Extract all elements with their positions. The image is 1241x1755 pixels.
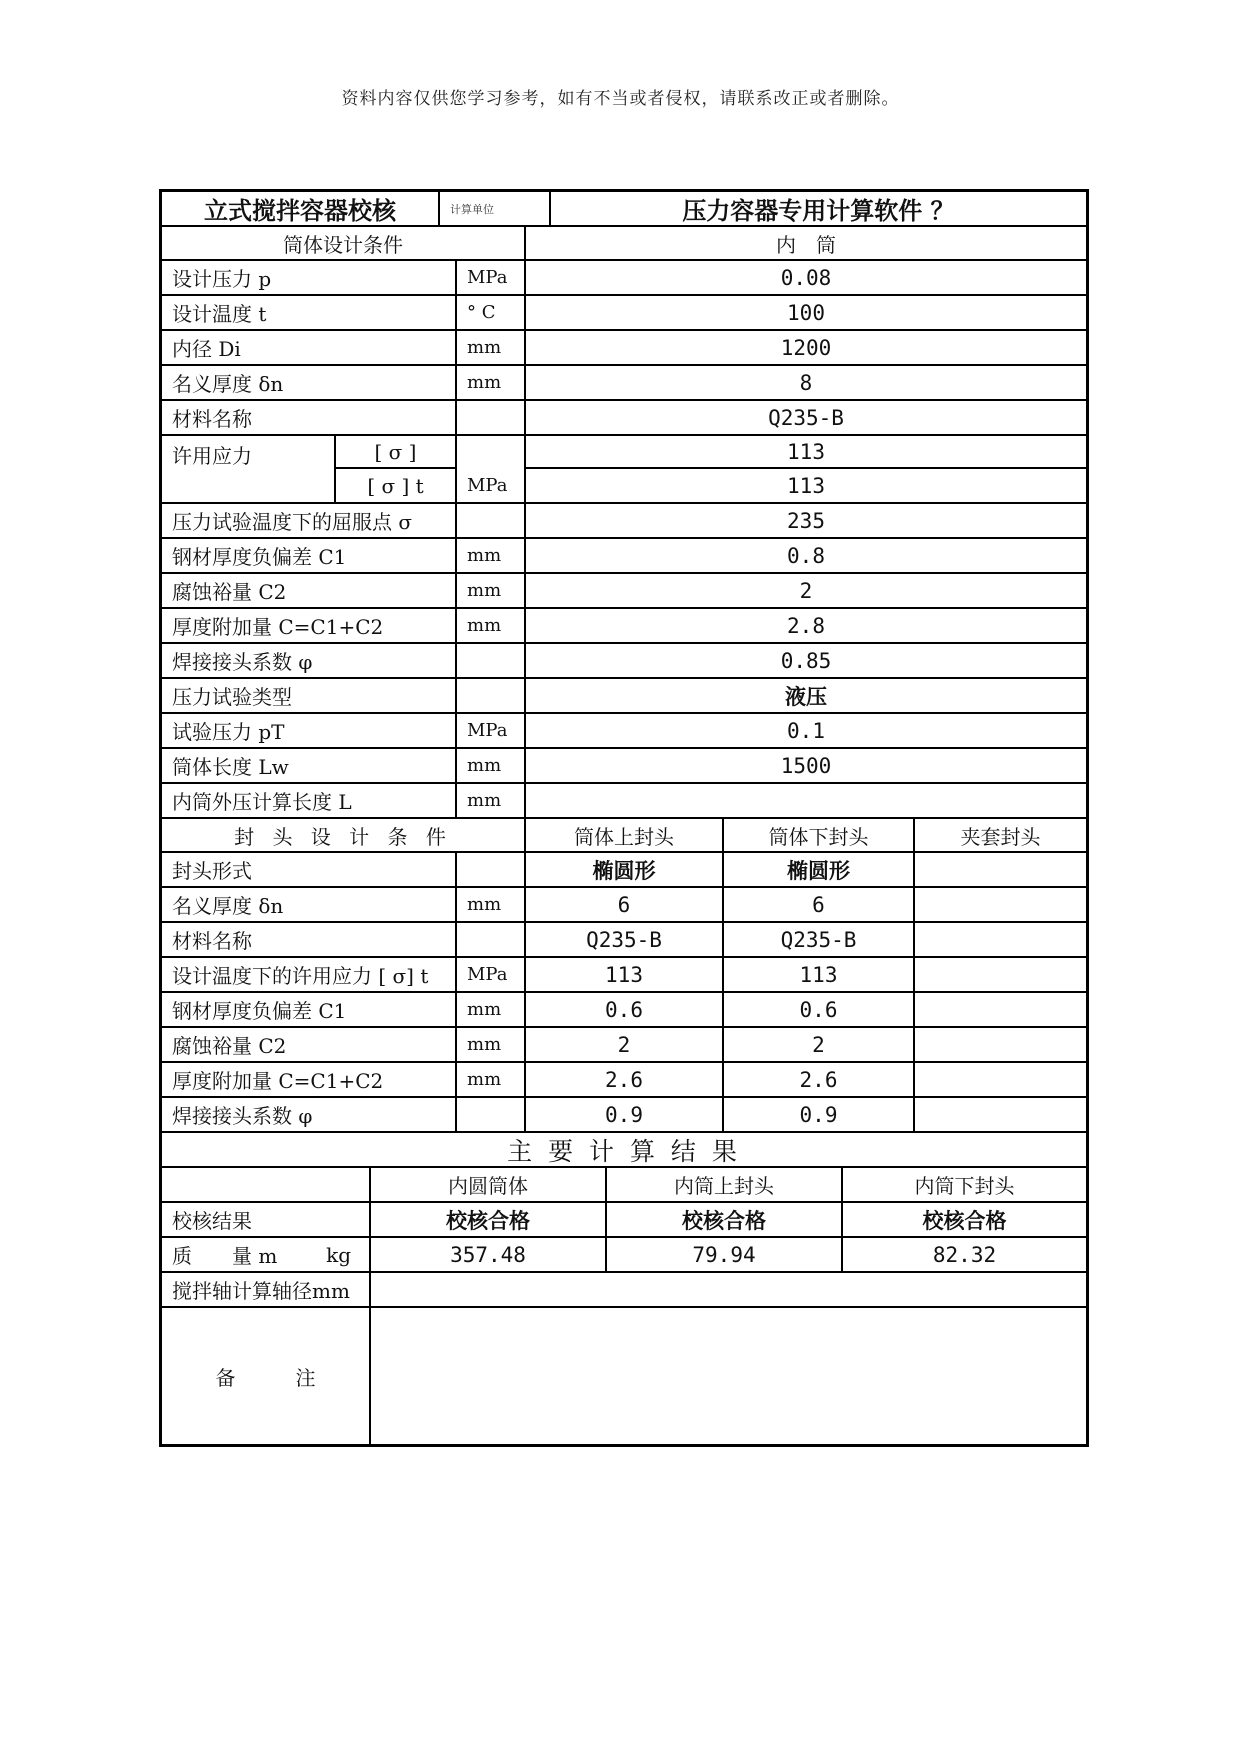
param-value: 235 (787, 508, 825, 533)
value-jacket (915, 993, 1086, 1026)
param-value: 液压 (785, 684, 827, 709)
value-jacket (915, 1028, 1086, 1061)
param-unit: mm (457, 888, 526, 921)
param-label: 焊接接头系数 φ (162, 1098, 457, 1131)
param-unit: mm (457, 993, 526, 1026)
param-value: 2 (799, 578, 813, 603)
param-unit: mm (457, 574, 526, 607)
param-unit (457, 401, 526, 434)
value-lower: 2 (724, 1028, 915, 1061)
param-unit (457, 1098, 526, 1131)
param-label: 腐蚀裕量 C2 (162, 1028, 457, 1061)
check-result-cylinder: 校核合格 (371, 1203, 607, 1236)
shaft-value (371, 1273, 1086, 1306)
param-value: 100 (787, 300, 825, 325)
value-lower: 0.9 (724, 1098, 915, 1131)
check-result-upper-head: 校核合格 (607, 1203, 843, 1236)
param-label: 设计温度下的许用应力 [ σ] t (162, 958, 457, 991)
param-label: 名义厚度 δn (162, 888, 457, 921)
param-label: 试验压力 pT (162, 714, 457, 747)
table-row (162, 923, 1086, 958)
results-col-lower-head: 内筒下封头 (914, 1174, 1015, 1198)
cyl-section-header (162, 227, 1086, 261)
param-unit: MPa (457, 958, 526, 991)
remarks-row (162, 1308, 1086, 1444)
table-row (162, 1028, 1086, 1063)
header-disclaimer: 资料内容仅供您学习参考，如有不当或者侵权，请联系改正或者删除。 (341, 89, 900, 109)
results-header-blank (162, 1168, 371, 1201)
param-unit: mm (457, 1063, 526, 1096)
head-col-jacket: 夹套封头 (960, 824, 1041, 849)
param-value: 0.8 (787, 543, 825, 568)
param-label: 封头形式 (162, 853, 457, 886)
table-row (162, 993, 1086, 1028)
param-unit: mm (457, 609, 526, 642)
allow-stress-unit: MPa (457, 436, 526, 502)
allowable-stress-row (162, 436, 1086, 504)
param-unit (457, 504, 526, 537)
param-value: 1200 (780, 335, 832, 360)
param-label: 厚度附加量 C=C1+C2 (162, 1063, 457, 1096)
table-row (162, 1098, 1086, 1133)
param-unit: MPa (457, 714, 526, 747)
param-value: 2.8 (787, 613, 825, 638)
results-title: 主 要 计 算 结 果 (507, 1136, 741, 1166)
param-unit: mm (457, 749, 526, 782)
shaft-row (162, 1273, 1086, 1308)
param-label: 腐蚀裕量 C2 (162, 574, 457, 607)
param-label: 厚度附加量 C=C1+C2 (162, 609, 457, 642)
param-unit (457, 644, 526, 677)
param-label: 筒体长度 Lw (162, 749, 457, 782)
value-jacket (915, 853, 1086, 886)
value-upper: 椭圆形 (526, 853, 724, 886)
head-col-lower: 筒体下封头 (724, 819, 915, 851)
value-jacket (915, 923, 1086, 956)
param-value: 8 (799, 370, 813, 395)
mass-label: 质 量 m (172, 1244, 278, 1268)
param-unit: mm (457, 366, 526, 399)
value-lower: 6 (724, 888, 915, 921)
value-jacket (915, 1098, 1086, 1131)
value-upper: 113 (526, 958, 724, 991)
value-upper: 2.6 (526, 1063, 724, 1096)
param-label: 压力试验类型 (162, 679, 457, 712)
mass-unit: kg (326, 1242, 351, 1267)
table-row (162, 366, 1086, 401)
check-result-label: 校核结果 (162, 1203, 371, 1236)
value-lower: 椭圆形 (724, 853, 915, 886)
results-col-cylinder: 内圆筒体 (371, 1168, 607, 1201)
remarks-value (371, 1308, 1086, 1444)
param-value: 1500 (780, 753, 832, 778)
allow-stress-values (526, 436, 1086, 502)
cyl-col-header: 内 筒 (776, 232, 836, 257)
head-section-header (162, 819, 1086, 853)
results-title-row (162, 1133, 1086, 1168)
table-row (162, 888, 1086, 923)
param-unit: MPa (457, 261, 526, 294)
table-row (162, 401, 1086, 436)
table-row (162, 609, 1086, 644)
head-col-upper: 筒体上封头 (526, 819, 724, 851)
param-value (526, 784, 1086, 817)
param-label: 钢材厚度负偏差 C1 (162, 993, 457, 1026)
param-value: Q235-B (768, 405, 844, 430)
param-unit: mm (457, 784, 526, 817)
allow-stress-sub1: [ σ ] (336, 436, 455, 469)
mass-cylinder: 357.48 (371, 1238, 607, 1271)
value-lower: Q235-B (724, 923, 915, 956)
param-label: 钢材厚度负偏差 C1 (162, 539, 457, 572)
table-row (162, 679, 1086, 714)
mass-lower-head: 82.32 (932, 1242, 997, 1267)
allow-stress-subs (336, 436, 457, 502)
value-upper: 0.6 (526, 993, 724, 1026)
results-col-upper-head: 内筒上封头 (607, 1168, 843, 1201)
title-row (162, 192, 1086, 227)
head-section-label: 封 头 设 计 条 件 (162, 819, 526, 851)
param-value: 0.1 (787, 718, 825, 743)
calculation-sheet (159, 189, 1089, 1447)
param-value: 0.85 (780, 648, 832, 673)
value-upper: 6 (526, 888, 724, 921)
param-label: 材料名称 (162, 923, 457, 956)
results-header-row (162, 1168, 1086, 1203)
param-unit: mm (457, 331, 526, 364)
param-label: 设计温度 t (162, 296, 457, 329)
table-row (162, 261, 1086, 296)
param-unit (457, 679, 526, 712)
shaft-label: 搅拌轴计算轴径mm (162, 1273, 371, 1306)
table-row (162, 714, 1086, 749)
param-label: 内筒外压计算长度 L (162, 784, 457, 817)
allow-stress-label: 许用应力 (162, 436, 336, 502)
unit-label: 计算单位 (440, 192, 551, 225)
table-row (162, 504, 1086, 539)
value-jacket (915, 958, 1086, 991)
mass-upper-head: 79.94 (607, 1238, 843, 1271)
table-row (162, 958, 1086, 993)
table-row (162, 644, 1086, 679)
allow-stress-value2: 113 (787, 473, 825, 498)
mass-row (162, 1238, 1086, 1273)
table-row (162, 539, 1086, 574)
value-upper: 2 (526, 1028, 724, 1061)
param-unit (457, 853, 526, 886)
software-title: 压力容器专用计算软件 ？ (682, 197, 955, 225)
table-row (162, 749, 1086, 784)
value-lower: 113 (724, 958, 915, 991)
value-jacket (915, 888, 1086, 921)
table-row (162, 784, 1086, 819)
value-upper: Q235-B (526, 923, 724, 956)
check-result-lower-head: 校核合格 (922, 1208, 1007, 1233)
sheet-title: 立式搅拌容器校核 (162, 192, 440, 225)
allow-stress-value1: 113 (526, 436, 1086, 469)
value-lower: 2.6 (724, 1063, 915, 1096)
value-upper: 0.9 (526, 1098, 724, 1131)
table-row (162, 296, 1086, 331)
remarks-label: 备 注 (162, 1308, 371, 1444)
param-unit: ° C (457, 296, 526, 329)
check-result-row (162, 1203, 1086, 1238)
param-label: 名义厚度 δn (162, 366, 457, 399)
mass-label-cell (162, 1238, 371, 1271)
param-label: 材料名称 (162, 401, 457, 434)
param-label: 设计压力 p (162, 261, 457, 294)
param-label: 压力试验温度下的屈服点 σ (162, 504, 457, 537)
param-value: 0.08 (780, 265, 832, 290)
allow-stress-sub2: [ σ ] t (367, 473, 424, 498)
table-row (162, 574, 1086, 609)
param-label: 内径 Di (162, 331, 457, 364)
table-row (162, 1063, 1086, 1098)
table-row (162, 331, 1086, 366)
param-unit (457, 923, 526, 956)
cyl-section-label: 筒体设计条件 (162, 227, 526, 259)
param-label: 焊接接头系数 φ (162, 644, 457, 677)
param-unit: mm (457, 1028, 526, 1061)
value-lower: 0.6 (724, 993, 915, 1026)
value-jacket (915, 1063, 1086, 1096)
table-row (162, 853, 1086, 888)
param-unit: mm (457, 539, 526, 572)
